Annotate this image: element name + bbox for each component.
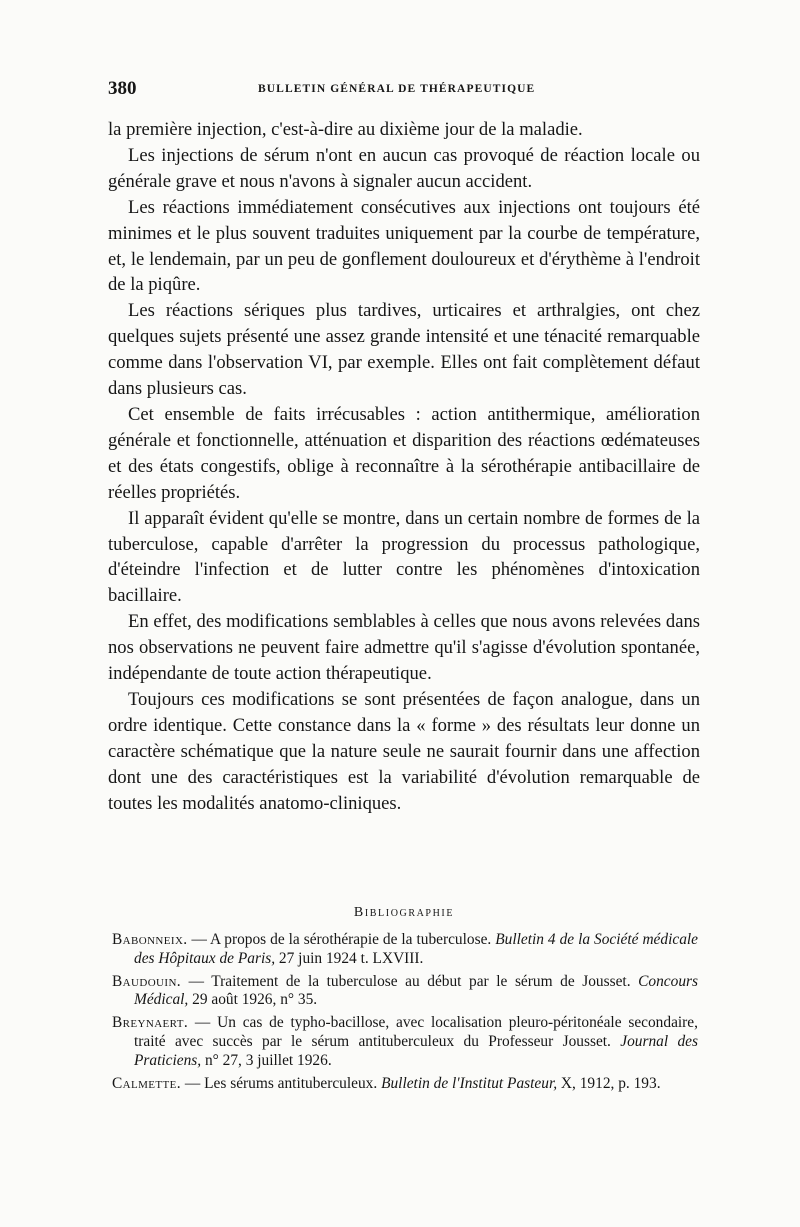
paragraph: Il apparaît évident qu'elle se montre, dans un certain nombre de formes de la tuberculose, capable d'arrêter la progression du processus pathologique, d'éteindre l'infection et de lutter contre les phénomènes d'intoxication bacillaire. — [108, 507, 700, 607]
entry-journal: Bulletin 4 de la Société médicale des Hôpitaux de Paris, — [134, 931, 698, 967]
bibliography-entry — [112, 1075, 698, 1094]
entry-journal: Bulletin de l'Institut Pasteur, — [381, 1074, 558, 1092]
entry-journal: Concours Médical, — [134, 972, 698, 1009]
running-title: BULLETIN GÉNÉRAL DE THÉRAPEUTIQUE — [258, 83, 536, 95]
body-text — [108, 117, 700, 816]
bibliography-entry — [112, 973, 698, 1011]
entry-text: — A propos de la sérothérapie de la tuberculose. — [187, 931, 496, 948]
bibliography — [112, 931, 698, 1097]
entry-author: Breynaert. — [112, 1014, 189, 1032]
paragraph: Les réactions sériques plus tardives, urticaires et arthralgies, ont chez quelques sujets présenté une assez grande intensité et une ténacité remarquable comme dans l'observation VI, par exemple. Elles ont fait complètement défaut dans plusieurs cas. — [108, 300, 700, 400]
bibliography-entry — [112, 1014, 698, 1070]
entry-details: 29 août 1926, n° 35. — [188, 991, 318, 1009]
bibliography-title: Bibliographie — [353, 905, 455, 920]
entry-text: — Un cas de typho-bacillose, avec localisation pleuro-péritonéale secondaire, traité avec succès par le sérum antituberculeux du Professeur Jousset. — [134, 1014, 698, 1050]
entry-details: X, 1912, p. 193. — [557, 1074, 661, 1092]
bibliography-entry — [112, 931, 698, 969]
entry-author: Babonneix. — [112, 931, 188, 948]
paragraph: la première injection, c'est-à-dire au dixième jour de la maladie. — [108, 119, 583, 140]
entry-journal: Journal des Praticiens, — [134, 1032, 698, 1069]
entry-author: Calmette. — [112, 1074, 182, 1092]
entry-text: — Les sérums antituberculeux. — [181, 1074, 382, 1092]
paragraph: Les réactions immédiatement consécutives aux injections ont toujours été minimes et le plus souvent traduites uniquement par la courbe de température, et, le lendemain, par un peu de gonflement douloureux et d'érythème à l'endroit de la piqûre. — [108, 196, 700, 296]
entry-details: 27 juin 1924 t. LXVIII. — [275, 949, 424, 967]
entry-details: n° 27, 3 juillet 1926. — [201, 1051, 332, 1069]
paragraph: En effet, des modifications semblables à celles que nous avons relevées dans nos observations ne peuvent faire admettre qu'il s'agisse d'évolution spontanée, indépendante de toute action thérapeutique. — [108, 611, 700, 685]
page-header — [108, 78, 700, 102]
paragraph: Les injections de sérum n'ont en aucun cas provoqué de réaction locale ou générale grave et nous n'avons à signaler aucun accident. — [108, 144, 700, 192]
paragraph: Cet ensemble de faits irrécusables : action antithermique, amélioration générale et fonctionnelle, atténuation et disparition des réactions œdémateuses et des états congestifs, oblige à reconnaître à la sérothérapie antibacillaire de réelles propriétés. — [108, 403, 700, 503]
entry-text: — Traitement de la tuberculose au début par le sérum de Jousset. — [181, 972, 639, 990]
entry-author: Baudouin. — [112, 972, 182, 990]
page-number: 380 — [108, 78, 137, 99]
paragraph: Toujours ces modifications se sont présentées de façon analogue, dans un ordre identique. Cette constance dans la « forme » des résultats leur donne un caractère schématique que la nature seule ne saurait fournir dans une affection dont une des caractéristiques est la variabilité d'évolution remarquable de toutes les modalités anatomo-cliniques. — [108, 688, 700, 814]
